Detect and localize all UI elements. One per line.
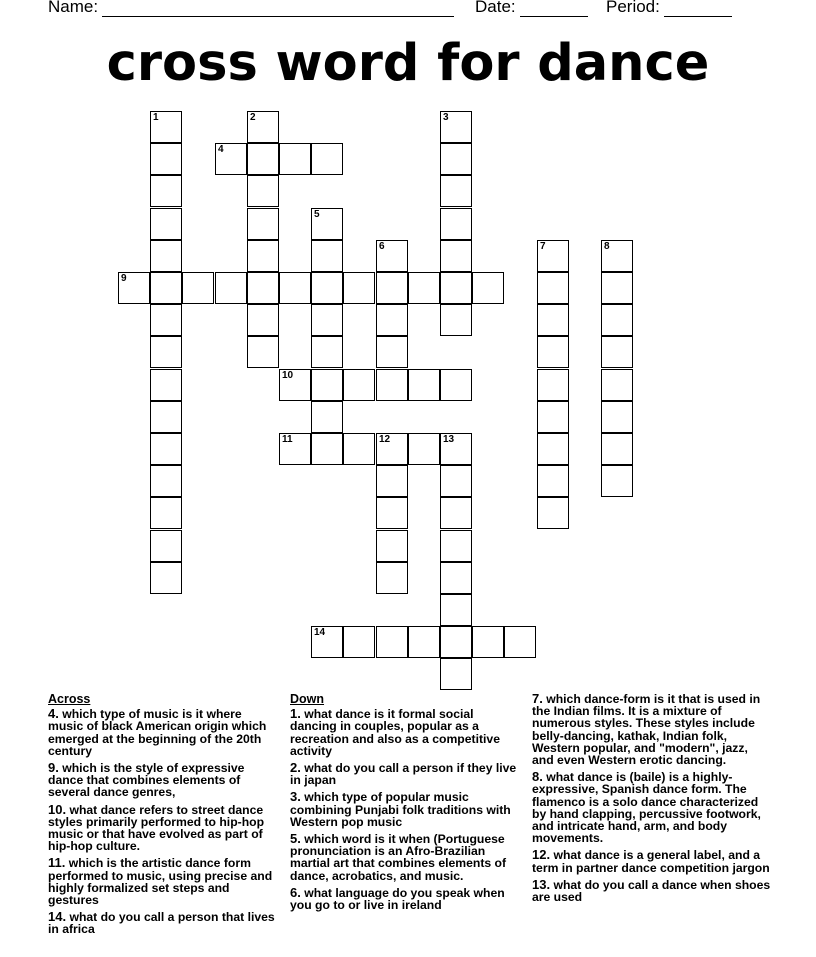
clue-item-text: which word is it when (Portuguese pronunciation is an Afro-Brazilian martial art that combines elements of dance, acrobatics, and music. <box>290 832 507 883</box>
crossword-cell[interactable] <box>376 465 408 497</box>
clue-item <box>48 857 276 906</box>
clue-item <box>290 833 518 882</box>
crossword-cell[interactable] <box>311 433 343 465</box>
crossword-cell[interactable] <box>343 433 375 465</box>
clue-number: 4 <box>218 144 224 155</box>
crossword-cell[interactable] <box>537 401 569 433</box>
crossword-cell[interactable] <box>150 562 182 594</box>
crossword-cell[interactable] <box>311 240 343 272</box>
clue-item-number: 3. <box>290 789 301 805</box>
crossword-cell[interactable] <box>311 401 343 433</box>
clue-number: 6 <box>379 241 385 252</box>
clue-item-text: which type of music is it where music of black American origin which emerged at the beginning of the 20th century <box>48 707 267 758</box>
crossword-cell[interactable] <box>247 111 279 143</box>
crossword-cell[interactable] <box>311 208 343 240</box>
crossword-cell[interactable] <box>601 304 633 336</box>
crossword-cell[interactable] <box>150 143 182 175</box>
crossword-cell[interactable] <box>150 497 182 529</box>
crossword-cell[interactable] <box>247 208 279 240</box>
clue-item <box>532 693 772 766</box>
clue-item <box>532 771 772 844</box>
clue-number: 8 <box>604 241 610 252</box>
clue-item-number: 8. <box>532 769 543 785</box>
clue-number: 14 <box>314 627 326 638</box>
page-title: cross word for dance <box>106 34 710 93</box>
clue-item-number: 6. <box>290 884 301 900</box>
clue-item <box>48 801 276 854</box>
crossword-cell[interactable] <box>472 272 504 304</box>
crossword-cell[interactable] <box>279 433 311 465</box>
crossword-cell[interactable] <box>601 465 633 497</box>
crossword-cell[interactable] <box>537 304 569 336</box>
clue-item <box>532 876 772 905</box>
crossword-cell[interactable] <box>537 497 569 529</box>
crossword-cell[interactable] <box>311 272 343 304</box>
crossword-cell[interactable] <box>311 304 343 336</box>
clue-number: 7 <box>540 241 546 252</box>
crossword-cell[interactable] <box>408 369 440 401</box>
crossword-cell[interactable] <box>279 272 311 304</box>
date-label: Date: <box>475 0 516 16</box>
period-label: Period: <box>606 0 660 16</box>
clue-item-number: 7. <box>532 691 543 706</box>
clue-item-number: 12. <box>532 847 551 863</box>
crossword-cell[interactable] <box>601 336 633 368</box>
crossword-cell[interactable] <box>150 369 182 401</box>
crossword-cell[interactable] <box>247 240 279 272</box>
crossword-cell[interactable] <box>440 369 472 401</box>
crossword-cell[interactable] <box>537 465 569 497</box>
crossword-cell[interactable] <box>440 562 472 594</box>
crossword-cell[interactable] <box>376 626 408 658</box>
crossword-cell[interactable] <box>376 369 408 401</box>
crossword-cell[interactable] <box>343 369 375 401</box>
clue-item-number: 9. <box>48 760 59 776</box>
crossword-cell[interactable] <box>150 530 182 562</box>
crossword-cell[interactable] <box>408 626 440 658</box>
crossword-cell[interactable] <box>150 240 182 272</box>
clue-number: 9 <box>121 273 127 284</box>
clue-item-text: what do you call a person if they live in japan <box>290 761 517 788</box>
crossword-cell[interactable] <box>408 272 440 304</box>
crossword-cell[interactable] <box>537 240 569 272</box>
crossword-cell[interactable] <box>440 497 472 529</box>
clue-item-number: 4. <box>48 706 59 722</box>
crossword-cell[interactable] <box>440 208 472 240</box>
clue-item <box>48 911 276 935</box>
crossword-cell[interactable] <box>440 594 472 626</box>
crossword-cell[interactable] <box>150 272 182 304</box>
crossword-cell[interactable] <box>376 562 408 594</box>
down-heading: Down <box>290 692 325 706</box>
crossword-cell[interactable] <box>440 304 472 336</box>
clue-item-number: 2. <box>290 760 301 776</box>
clue-number: 11 <box>282 434 293 445</box>
crossword-cell[interactable] <box>440 530 472 562</box>
clue-item-text: what do you call a dance when shoes are used <box>532 877 771 905</box>
crossword-cell[interactable] <box>601 401 633 433</box>
crossword-cell[interactable] <box>376 336 408 368</box>
clue-item-number: 5. <box>290 831 301 847</box>
clue-number: 2 <box>250 112 256 123</box>
clue-item-text: which is the artistic dance form performed to music, using precise and highly formalized set steps and gestures <box>48 856 273 908</box>
crossword-cell[interactable] <box>440 175 472 207</box>
crossword-cell[interactable] <box>537 336 569 368</box>
crossword-cell[interactable] <box>408 433 440 465</box>
clue-item-text: which is the style of expressive dance that combines elements of several dance genres, <box>48 761 245 800</box>
crossword-cell[interactable] <box>247 272 279 304</box>
crossword-cell[interactable] <box>440 143 472 175</box>
crossword-cell[interactable] <box>150 336 182 368</box>
clue-item <box>48 762 276 799</box>
crossword-cell[interactable] <box>150 433 182 465</box>
crossword-cell[interactable] <box>440 240 472 272</box>
crossword-cell[interactable] <box>247 175 279 207</box>
clue-item-text: which dance-form is it that is used in the Indian films. It is a mixture of numerous styles. These styles include belly-dancing, kathak, Indian folk, Western popular, and "modern", jazz, and even Western erotic dancing. <box>532 692 761 768</box>
clue-number: 10 <box>282 370 294 381</box>
crossword-cell[interactable] <box>504 626 536 658</box>
crossword-cell[interactable] <box>537 369 569 401</box>
crossword-cell[interactable] <box>150 175 182 207</box>
crossword-cell[interactable] <box>343 626 375 658</box>
crossword-cell[interactable] <box>376 433 408 465</box>
crossword-cell[interactable] <box>215 272 247 304</box>
crossword-cell[interactable] <box>247 336 279 368</box>
clue-item-text: what do you call a person that lives in africa <box>48 910 275 937</box>
crossword-cell[interactable] <box>601 433 633 465</box>
clue-item <box>290 708 518 757</box>
crossword-cell[interactable] <box>440 626 472 658</box>
clue-item-number: 14. <box>48 909 67 925</box>
clue-item-number: 11. <box>48 855 66 871</box>
crossword-cell[interactable] <box>150 465 182 497</box>
crossword-cell[interactable] <box>537 433 569 465</box>
clue-item-text: what dance refers to street dance styles primarily performed to hip-hop music or that have evolved as part of hip-hop culture. <box>48 802 265 854</box>
crossword-cell[interactable] <box>118 272 150 304</box>
crossword-cell[interactable] <box>311 336 343 368</box>
clue-item-text: what dance is it formal social dancing in couples, popular as a recreation and also as a competitive activity <box>290 707 500 758</box>
clue-number: 13 <box>443 434 455 445</box>
crossword-cell[interactable] <box>150 208 182 240</box>
clue-item-number: 13. <box>532 876 551 892</box>
clue-item <box>290 791 518 828</box>
clue-item-number: 1. <box>290 706 301 722</box>
crossword-cell[interactable] <box>440 272 472 304</box>
name-label: Name: <box>48 0 99 16</box>
crossword-cell[interactable] <box>376 304 408 336</box>
across-clues <box>48 693 276 941</box>
crossword-cell[interactable] <box>440 111 472 143</box>
clue-item <box>48 708 276 757</box>
clue-item-text: what dance is a general label, and a term in partner dance competition jargon <box>532 848 770 875</box>
crossword-cell[interactable] <box>601 369 633 401</box>
crossword-cell[interactable] <box>601 240 633 272</box>
crossword-cell[interactable] <box>215 143 247 175</box>
crossword-cell[interactable] <box>150 304 182 336</box>
crossword-cell[interactable] <box>150 111 182 143</box>
clue-number: 5 <box>314 209 320 220</box>
crossword-cell[interactable] <box>440 658 472 690</box>
crossword-cell[interactable] <box>343 272 375 304</box>
down-clues-continued <box>532 693 772 908</box>
clue-item-text: what dance is (baile) is a highly-expressive, Spanish dance form. The flamenco is a solo dance characterized by hand clapping, percussive footwork, and intricate hand, arm, and body movements. <box>532 770 761 846</box>
crossword-cell[interactable] <box>311 143 343 175</box>
crossword-cell[interactable] <box>472 626 504 658</box>
clue-item-text: what language do you speak when you go to or live in ireland <box>290 885 505 913</box>
clue-item-number: 10. <box>48 801 67 817</box>
crossword-cell[interactable] <box>537 272 569 304</box>
crossword-cell[interactable] <box>601 272 633 304</box>
crossword-cell[interactable] <box>182 272 214 304</box>
crossword-cell[interactable] <box>376 530 408 562</box>
crossword-cell[interactable] <box>247 304 279 336</box>
across-heading: Across <box>48 692 91 706</box>
clue-item <box>290 762 518 786</box>
crossword-cell[interactable] <box>247 143 279 175</box>
clue-number: 12 <box>379 434 391 445</box>
crossword-cell[interactable] <box>150 401 182 433</box>
clue-number: 3 <box>443 112 449 123</box>
down-clues <box>290 693 518 916</box>
clue-item-text: which type of popular music combining Punjabi folk traditions with Western pop music <box>290 790 511 829</box>
clue-number: 1 <box>153 112 159 123</box>
clue-item <box>290 884 518 913</box>
crossword-cell[interactable] <box>311 626 343 658</box>
crossword-cell[interactable] <box>440 465 472 497</box>
crossword-cell[interactable] <box>376 240 408 272</box>
crossword-cell[interactable] <box>376 497 408 529</box>
crossword-cell[interactable] <box>440 433 472 465</box>
clue-item <box>532 849 772 873</box>
crossword-cell[interactable] <box>279 143 311 175</box>
crossword-cell[interactable] <box>311 369 343 401</box>
crossword-cell[interactable] <box>279 369 311 401</box>
crossword-cell[interactable] <box>376 272 408 304</box>
